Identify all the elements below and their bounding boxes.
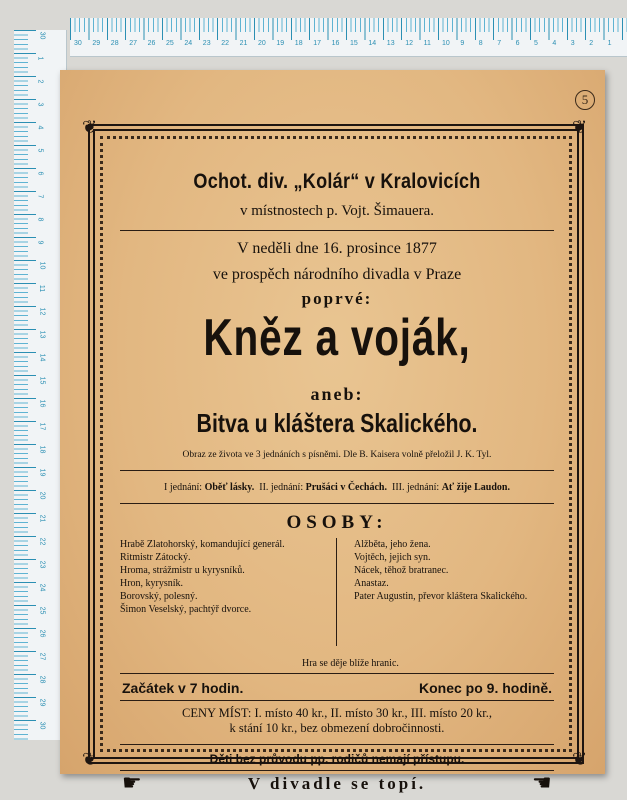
- ruler-number: 6: [515, 40, 520, 47]
- ruler-number: 3: [570, 40, 575, 47]
- ruler-numbers: [38, 30, 52, 740]
- ruler-number: 17: [38, 422, 46, 431]
- ruler-number: 2: [36, 79, 44, 84]
- cast-item: Alžběta, jeho žena.: [354, 539, 431, 550]
- children-note: Děti bez průvodu pp. rodičů nemají přístupu.: [209, 752, 465, 766]
- ruler-number: 27: [38, 652, 46, 661]
- ruler-number: 7: [497, 40, 502, 47]
- ruler-number: 13: [386, 40, 395, 47]
- ruler-number: 29: [38, 698, 46, 707]
- ruler-number: 1: [36, 56, 44, 61]
- cast-divider: [336, 538, 337, 646]
- cast-item: Anastaz.: [354, 578, 389, 589]
- ruler-number: 27: [129, 40, 137, 47]
- corner-ornament-icon: ❦: [572, 749, 588, 769]
- ruler-number: 22: [221, 40, 229, 47]
- ruler-number: 15: [38, 376, 46, 385]
- persons-heading: OSOBY:: [286, 512, 388, 533]
- divider: [120, 470, 554, 471]
- corner-ornament-icon: ❦: [82, 749, 98, 769]
- ruler-number: 14: [38, 353, 46, 362]
- ruler-number: 10: [442, 40, 450, 47]
- divider: [120, 503, 554, 504]
- ruler-number: 28: [38, 675, 46, 684]
- venue-line: v místnostech p. Vojt. Šimauera.: [239, 203, 435, 219]
- page-number: 5: [575, 90, 595, 110]
- cast-item: Hron, kyrysník.: [120, 578, 184, 589]
- ruler-number: 23: [38, 560, 46, 569]
- closing-line: V divadle se topí.: [247, 774, 427, 793]
- ruler-number: 7: [36, 194, 44, 199]
- prices-line: CENY MÍST: I. místo 40 kr., II. místo 30 kr., III. místo 20 kr.,: [181, 706, 493, 720]
- cast-item: Vojtěch, jejich syn.: [354, 552, 431, 563]
- ruler-number: 21: [239, 40, 248, 47]
- ruler-number: 3: [36, 102, 44, 107]
- ruler-number: 8: [478, 40, 483, 47]
- ruler-number: 19: [38, 468, 46, 477]
- end-time: Konec po 9. hodině.: [418, 680, 552, 696]
- benefit-line: ve prospěch národního divadla v Praze: [212, 266, 462, 283]
- ruler-number: 28: [110, 40, 119, 47]
- ruler-number: 20: [258, 40, 266, 47]
- cast-item: Ritmistr Zátocký.: [120, 552, 191, 563]
- act-title: Ať žije Laudon.: [441, 482, 510, 493]
- cast-item: Šimon Veselský, pachtýř dvorce.: [120, 604, 252, 615]
- ruler-number: 26: [38, 629, 46, 638]
- ruler-number: 19: [276, 40, 285, 47]
- ruler-number: 8: [36, 217, 44, 222]
- ruler-number: 16: [38, 399, 46, 408]
- ruler-number: 5: [534, 40, 538, 47]
- ruler-number: 4: [36, 125, 44, 130]
- ruler-number: 25: [38, 606, 46, 615]
- ruler-number: 26: [147, 40, 156, 47]
- ruler-number: 22: [38, 537, 46, 546]
- ruler-number: 30: [38, 31, 46, 40]
- ruler-major-ticks: [14, 30, 36, 740]
- ruler-number: 30: [74, 40, 82, 47]
- ruler-number: 6: [36, 171, 44, 176]
- pointing-hand-icon: ☛: [532, 770, 552, 795]
- prices-line: k stání 10 kr., bez obmezení dobročinnosti.: [229, 721, 445, 735]
- cast-item: Borovský, polesný.: [120, 591, 198, 602]
- act-label: II. jednání:: [259, 482, 304, 493]
- ruler-number: 18: [38, 445, 46, 454]
- ruler-number: 25: [166, 40, 174, 47]
- divider: [120, 673, 554, 674]
- divider: [120, 230, 554, 231]
- ruler-number: 13: [38, 330, 46, 339]
- start-time: Začátek v 7 hodin.: [122, 680, 244, 696]
- ruler-number: 17: [313, 40, 321, 47]
- ruler-number: 11: [38, 284, 46, 293]
- ruler-number: 15: [350, 40, 358, 47]
- ruler-number: 24: [184, 40, 193, 47]
- ruler-number: 21: [38, 514, 46, 523]
- pointing-hand-icon: ☛: [122, 770, 142, 795]
- act-title: Prušáci v Čechách.: [305, 482, 387, 493]
- play-title: Kněz a voják,: [203, 309, 471, 367]
- ruler-numbers: [70, 40, 627, 54]
- cast-item: Pater Augustin, převor kláštera Skalického.: [354, 591, 528, 602]
- ruler-number: 14: [368, 40, 377, 47]
- ruler-number: 11: [423, 40, 431, 47]
- ruler-number: 29: [92, 40, 101, 47]
- ruler-number: 12: [38, 307, 46, 316]
- top-ruler: [70, 18, 627, 57]
- or-label: aneb:: [310, 384, 364, 404]
- divider: [120, 744, 554, 745]
- ruler-number: 4: [552, 40, 557, 47]
- act-label: III. jednání:: [392, 482, 440, 493]
- ruler-number: 12: [405, 40, 413, 47]
- play-description: Obraz ze života ve 3 jednáních s písněmi. Dle B. Kaisera volně přeložil J. K. Tyl.: [182, 450, 492, 460]
- cast-list-left: [120, 538, 330, 616]
- ruler-number: 9: [460, 40, 465, 47]
- ruler-number: 5: [36, 148, 44, 153]
- ruler-number: 30: [38, 721, 46, 730]
- cast-item: Hrabě Zlatohorský, komandující generál.: [120, 539, 285, 550]
- play-subtitle: Bitva u kláštera Skalického.: [196, 408, 478, 438]
- ruler-number: 1: [607, 40, 612, 47]
- corner-ornament-icon: ❦: [82, 117, 98, 137]
- cast-item: Nácek, těhož bratranec.: [354, 565, 449, 576]
- ruler-number: 20: [38, 491, 46, 500]
- ruler-number: 23: [202, 40, 211, 47]
- theatre-poster: [60, 70, 605, 795]
- ruler-major-ticks: [70, 18, 627, 40]
- cast-list-right: [354, 538, 554, 603]
- ruler-number: 10: [38, 261, 46, 270]
- ruler-number: 24: [38, 583, 46, 592]
- company-title: Ochot. div. „Kolár“ v Kralovicích: [193, 170, 481, 193]
- setting-note: Hra se děje blíže hranic.: [302, 658, 399, 669]
- ruler-number: 18: [294, 40, 303, 47]
- divider: [120, 770, 554, 771]
- act-label: I jednání:: [164, 482, 203, 493]
- date-line: V neděli dne 16. prosince 1877: [237, 240, 437, 257]
- act-title: Oběť lásky.: [204, 482, 255, 493]
- ruler-number: 16: [331, 40, 340, 47]
- divider: [120, 700, 554, 701]
- corner-ornament-icon: ❦: [572, 117, 588, 137]
- ruler-number: 9: [36, 240, 44, 245]
- acts-line: [102, 482, 572, 493]
- ruler-number: 2: [589, 40, 594, 47]
- premiere-label: poprvé:: [301, 289, 373, 308]
- cast-item: Hroma, strážmistr u kyrysníků.: [120, 565, 245, 576]
